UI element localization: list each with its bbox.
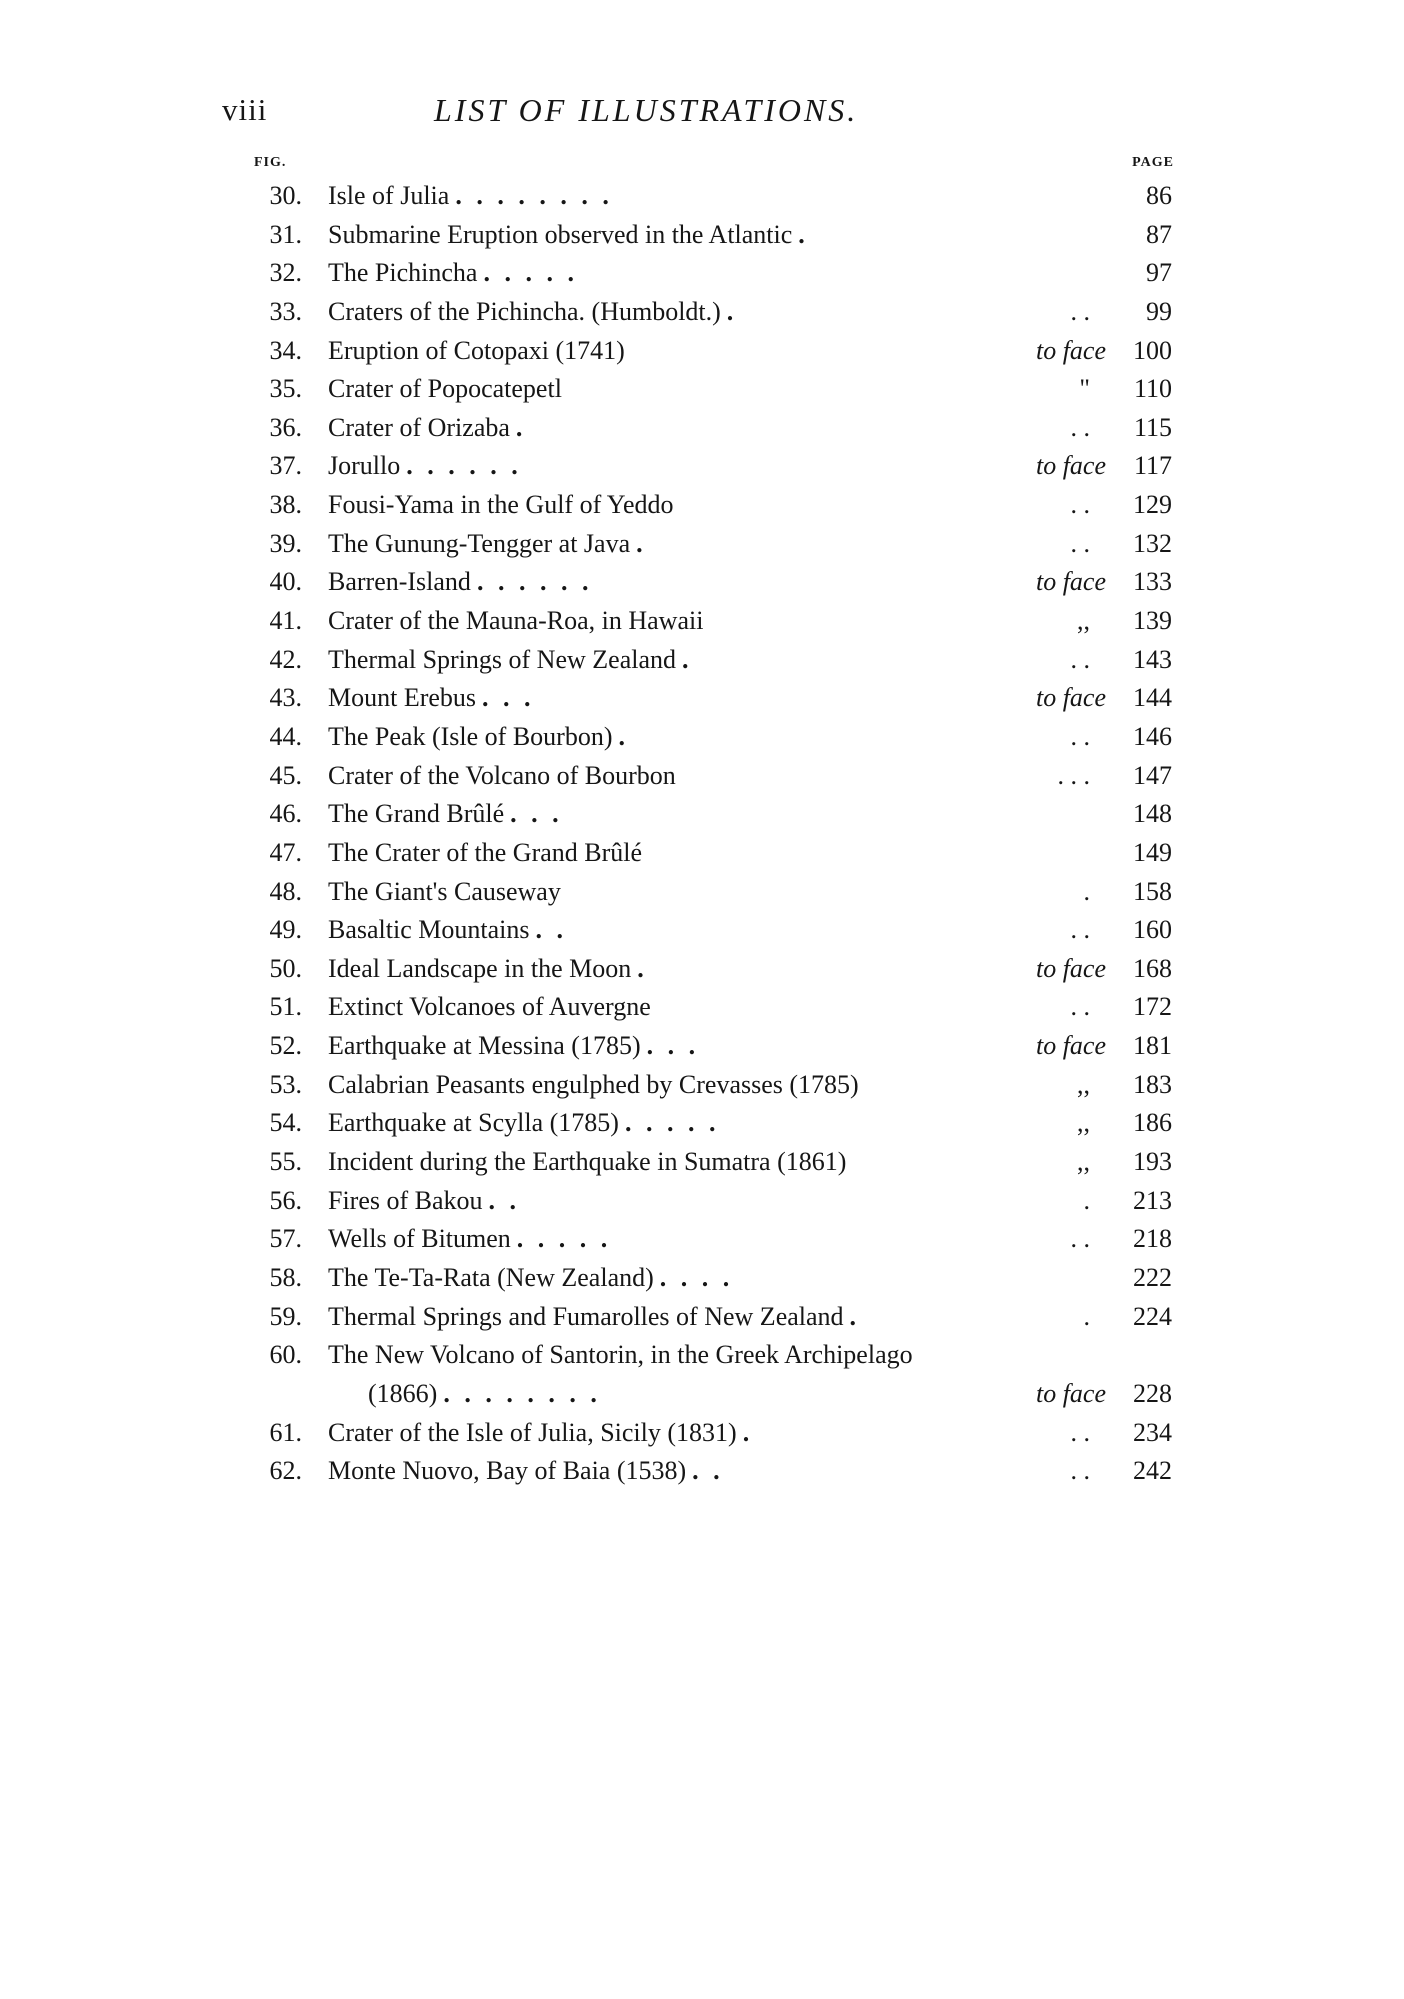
illustration-title: Jorullo: [328, 451, 401, 481]
ditto-mark: .: [1083, 1301, 1090, 1331]
fig-column-heading: FIG.: [254, 155, 287, 170]
illustration-title-line: [328, 988, 651, 1027]
list-item: [250, 1143, 1178, 1182]
illustration-title-line: [328, 795, 563, 834]
ditto-mark: .: [1083, 876, 1090, 906]
ditto-mark: ,,: [1077, 1069, 1090, 1099]
dot-leader: .: [798, 219, 809, 249]
ditto-mark: . .: [1070, 915, 1090, 945]
figure-number: 55.: [269, 1147, 302, 1177]
dot-leader: .: [682, 644, 693, 674]
page-number-ref: 218: [1133, 1224, 1172, 1254]
illustration-title: Craters of the Pichincha. (Humboldt.): [328, 296, 721, 326]
figure-number: 39.: [269, 528, 302, 558]
page-number-ref: 148: [1133, 799, 1172, 829]
illustration-title-line: [328, 216, 809, 255]
list-item: [250, 216, 1178, 255]
illustration-title: Fousi-Yama in the Gulf of Yeddo: [328, 490, 674, 520]
page-number-ref: 242: [1133, 1456, 1172, 1486]
ditto-mark: . . .: [1057, 760, 1090, 790]
figure-number: 41.: [269, 606, 302, 636]
illustration-title-line: [328, 718, 629, 757]
figure-number: 40.: [269, 567, 302, 597]
figure-number: 62.: [269, 1456, 302, 1486]
page-number-ref: 129: [1133, 490, 1172, 520]
dot-leader: . . .: [510, 799, 563, 829]
figure-number: 32.: [269, 258, 302, 288]
illustration-title-line: [328, 1182, 520, 1221]
illustration-title: The New Volcano of Santorin, in the Greek Archipelago: [328, 1340, 913, 1370]
dot-leader: . . . . .: [516, 1224, 612, 1254]
ditto-mark: .: [1083, 1185, 1090, 1215]
ditto-mark: . .: [1070, 1456, 1090, 1486]
illustration-title: Mount Erebus: [328, 683, 477, 713]
figure-number: 37.: [269, 451, 302, 481]
figure-number: 31.: [269, 219, 302, 249]
figure-number: 57.: [269, 1224, 302, 1254]
illustration-title-line: [328, 563, 592, 602]
page-number-ref: 87: [1146, 219, 1172, 249]
to-face-note: to face: [1035, 1378, 1106, 1408]
illustration-title: Eruption of Cotopaxi (1741): [328, 335, 625, 365]
illustration-title: The Peak (Isle of Bourbon): [328, 721, 613, 751]
list-item: [250, 1298, 1178, 1337]
figure-number: 33.: [269, 296, 302, 326]
page-number-ref: 160: [1133, 915, 1172, 945]
list-item: [250, 486, 1178, 525]
figure-number: 60.: [269, 1340, 302, 1370]
list-item: [250, 254, 1178, 293]
illustration-title-line: [328, 679, 535, 718]
figure-number: 43.: [269, 683, 302, 713]
figure-number: 61.: [269, 1417, 302, 1447]
page-number-ref: 158: [1133, 876, 1172, 906]
figure-number: 50.: [269, 953, 302, 983]
illustration-title-line: [328, 254, 578, 293]
figure-number: 42.: [269, 644, 302, 674]
illustration-title-line: [328, 834, 642, 873]
illustration-title: Fires of Bakou: [328, 1185, 483, 1215]
page-number-ref: 224: [1133, 1301, 1172, 1331]
illustration-title: Crater of the Volcano of Bourbon: [328, 760, 676, 790]
illustration-title-line: [328, 1298, 860, 1337]
ditto-mark: ,,: [1077, 1147, 1090, 1177]
page-number-ref: 172: [1133, 992, 1172, 1022]
dot-leader: .: [515, 412, 527, 442]
illustration-title-line: [328, 177, 613, 216]
illustration-title: Calabrian Peasants engulphed by Crevasses (1785): [328, 1069, 859, 1099]
to-face-note: to face: [1035, 335, 1106, 365]
illustration-title: Thermal Springs and Fumarolles of New Zealand: [328, 1301, 844, 1331]
figure-number: 30.: [269, 181, 302, 210]
dot-leader: . . . . .: [624, 1108, 720, 1138]
illustration-title-line: [328, 1104, 719, 1143]
page-number-ref: 100: [1133, 335, 1172, 365]
illustrations-list: [250, 177, 1178, 1491]
illustration-title-line: [328, 1259, 733, 1298]
page-number-ref: 213: [1133, 1185, 1172, 1215]
page-number-ref: 144: [1133, 683, 1172, 713]
illustration-title: Barren-Island: [328, 567, 471, 597]
dot-leader: . . . . . . . .: [443, 1378, 601, 1408]
to-face-note: to face: [1035, 1031, 1106, 1061]
to-face-note: to face: [1035, 567, 1106, 597]
page-number-ref: 147: [1133, 760, 1172, 790]
dot-leader: . . .: [482, 683, 535, 713]
page-number-ref: 228: [1133, 1378, 1172, 1408]
illustration-title: Wells of Bitumen: [328, 1224, 511, 1254]
illustration-title: The Giant's Causeway: [328, 876, 561, 906]
ditto-mark: . .: [1070, 528, 1090, 558]
figure-number: 44.: [269, 721, 302, 751]
ditto-mark: . .: [1070, 721, 1090, 751]
ditto-mark: ,,: [1077, 1108, 1090, 1138]
dot-leader: . . . . . .: [406, 451, 522, 481]
page-number-ref: 86: [1146, 181, 1172, 210]
illustration-title: Monte Nuovo, Bay of Baia (1538): [328, 1456, 687, 1486]
illustration-title-line: [328, 293, 737, 332]
page-number-ref: 139: [1133, 606, 1172, 636]
illustration-title-line: [328, 873, 561, 912]
illustration-title-line: [328, 409, 526, 448]
list-item: [250, 1182, 1178, 1221]
illustration-title-continuation: [368, 1375, 601, 1414]
illustration-title: Crater of the Isle of Julia, Sicily (1831): [328, 1417, 737, 1447]
list-item: [250, 911, 1178, 950]
list-item: [250, 293, 1178, 332]
page-number-ref: 146: [1133, 721, 1172, 751]
list-item: [250, 1027, 1178, 1066]
illustration-title: The Gunung-Tengger at Java: [328, 528, 631, 558]
list-item: [250, 563, 1178, 602]
dot-leader: . .: [535, 915, 567, 945]
to-face-note: to face: [1035, 683, 1106, 713]
ditto-mark: ,,: [1077, 606, 1090, 636]
illustration-title-line: [328, 1066, 859, 1105]
ditto-mark: . .: [1070, 412, 1090, 442]
illustration-title-line: [328, 1220, 611, 1259]
illustration-title: Ideal Landscape in the Moon: [328, 953, 632, 983]
list-item: [250, 679, 1178, 718]
illustration-title-line: [328, 525, 647, 564]
dot-leader: . . . .: [659, 1262, 734, 1292]
ditto-mark: ": [1079, 374, 1090, 404]
page-number-ref: 117: [1133, 451, 1172, 481]
ditto-mark: . .: [1070, 992, 1090, 1022]
illustration-title: The Grand Brûlé: [328, 799, 505, 829]
figure-number: 52.: [269, 1031, 302, 1061]
list-item: [250, 332, 1178, 371]
page-number-ref: 168: [1133, 953, 1172, 983]
illustration-title-line: [328, 1027, 699, 1066]
illustration-title: Submarine Eruption observed in the Atlantic: [328, 219, 793, 249]
dot-leader: .: [742, 1417, 754, 1447]
list-item: [250, 641, 1178, 680]
figure-number: 47.: [269, 837, 302, 867]
page-title: LIST OF ILLUSTRATIONS.: [434, 92, 859, 128]
illustration-title: Basaltic Mountains: [328, 915, 530, 945]
illustration-title: Earthquake at Scylla (1785): [328, 1108, 619, 1138]
figure-number: 53.: [269, 1069, 302, 1099]
illustration-title-line: [328, 1452, 724, 1491]
page-number-ref: 97: [1146, 258, 1172, 288]
illustration-title: The Crater of the Grand Brûlé: [328, 837, 643, 867]
figure-number: 36.: [269, 412, 302, 442]
figure-number: 34.: [269, 335, 302, 365]
illustration-title: Extinct Volcanoes of Auvergne: [328, 992, 651, 1022]
to-face-note: to face: [1035, 953, 1106, 983]
illustration-title-line: [328, 757, 676, 796]
ditto-mark: . .: [1070, 1224, 1090, 1254]
page-number-ref: 133: [1133, 567, 1172, 597]
illustration-title-line: [328, 370, 562, 409]
dot-leader: . .: [692, 1456, 724, 1486]
dot-leader: .: [849, 1301, 861, 1331]
illustration-title: The Te-Ta-Rata (New Zealand): [328, 1262, 654, 1292]
illustration-title: Isle of Julia: [328, 181, 450, 210]
page-number-ref: 222: [1133, 1262, 1172, 1292]
ditto-mark: . .: [1070, 490, 1090, 520]
list-item: [250, 988, 1178, 1027]
list-item: [250, 1414, 1178, 1453]
illustration-title-line: [328, 447, 522, 486]
illustration-title-line: [328, 1336, 913, 1375]
ditto-mark: . .: [1070, 644, 1090, 674]
illustration-title: Crater of the Mauna-Roa, in Hawaii: [328, 606, 704, 636]
figure-number: 35.: [269, 374, 302, 404]
illustration-title: Crater of Popocatepetl: [328, 374, 562, 404]
page-number-ref: 234: [1133, 1417, 1172, 1447]
list-item: [250, 873, 1178, 912]
page-number-ref: 143: [1133, 644, 1172, 674]
illustration-title-line: [328, 641, 693, 680]
illustration-title-line: [328, 1414, 753, 1453]
list-item: [250, 525, 1178, 564]
list-item: [250, 447, 1178, 486]
page-number-ref: 99: [1146, 296, 1172, 326]
column-headings: [250, 155, 1178, 175]
dot-leader: . . . . . . . .: [455, 181, 613, 210]
page-number-ref: 183: [1133, 1069, 1172, 1099]
page-number-ref: 186: [1133, 1108, 1172, 1138]
illustration-title-line: [328, 602, 703, 641]
illustration-title-line: [328, 950, 648, 989]
list-item: [250, 370, 1178, 409]
page-number-ref: 132: [1133, 528, 1172, 558]
illustration-title: Earthquake at Messina (1785): [328, 1031, 641, 1061]
illustration-title-cont-text: (1866): [368, 1378, 438, 1408]
figure-number: 58.: [269, 1262, 302, 1292]
page-column-heading: PAGE: [1132, 155, 1174, 170]
figure-number: 56.: [269, 1185, 302, 1215]
list-item: [250, 1259, 1178, 1298]
ditto-mark: . .: [1070, 296, 1090, 326]
dot-leader: .: [637, 953, 648, 983]
illustration-title: Incident during the Earthquake in Sumatra (1861): [328, 1147, 847, 1177]
list-item: [250, 1066, 1178, 1105]
figure-number: 51.: [269, 992, 302, 1022]
illustration-title: Thermal Springs of New Zealand: [328, 644, 677, 674]
illustration-title-line: [328, 332, 625, 371]
list-item: [250, 1336, 1178, 1413]
illustration-title-line: [328, 911, 567, 950]
page-number-ref: 115: [1133, 412, 1172, 442]
figure-number: 49.: [269, 915, 302, 945]
page-number-ref: 193: [1133, 1147, 1172, 1177]
list-item: [250, 1104, 1178, 1143]
dot-leader: . . . . . .: [476, 567, 593, 597]
dot-leader: . . . . .: [483, 258, 578, 288]
page-number-ref: 181: [1133, 1031, 1172, 1061]
dot-leader: .: [618, 721, 629, 751]
figure-number: 54.: [269, 1108, 302, 1138]
list-item: [250, 718, 1178, 757]
list-item: [250, 177, 1178, 216]
illustration-title-line: [328, 486, 674, 525]
list-item: [250, 602, 1178, 641]
illustration-title: Crater of Orizaba: [328, 412, 510, 442]
page-number-ref: 110: [1133, 374, 1172, 404]
list-item: [250, 795, 1178, 834]
list-item: [250, 1220, 1178, 1259]
list-item: [250, 409, 1178, 448]
figure-number: 48.: [269, 876, 302, 906]
illustration-title: The Pichincha: [328, 258, 478, 288]
dot-leader: . . .: [646, 1031, 700, 1061]
figure-number: 38.: [269, 490, 302, 520]
figure-number: 46.: [269, 799, 302, 829]
figure-number: 59.: [269, 1301, 302, 1331]
list-item: [250, 1452, 1178, 1491]
list-item: [250, 834, 1178, 873]
dot-leader: . .: [488, 1185, 521, 1215]
dot-leader: .: [726, 296, 738, 326]
to-face-note: to face: [1035, 451, 1106, 481]
page-number: viii: [222, 92, 268, 127]
figure-number: 45.: [269, 760, 302, 790]
running-head: [222, 92, 1172, 142]
dot-leader: .: [636, 528, 647, 558]
illustration-title-line: [328, 1143, 846, 1182]
list-item: [250, 950, 1178, 989]
ditto-mark: . .: [1070, 1417, 1090, 1447]
page-number-ref: 149: [1133, 837, 1172, 867]
list-item: [250, 757, 1178, 796]
